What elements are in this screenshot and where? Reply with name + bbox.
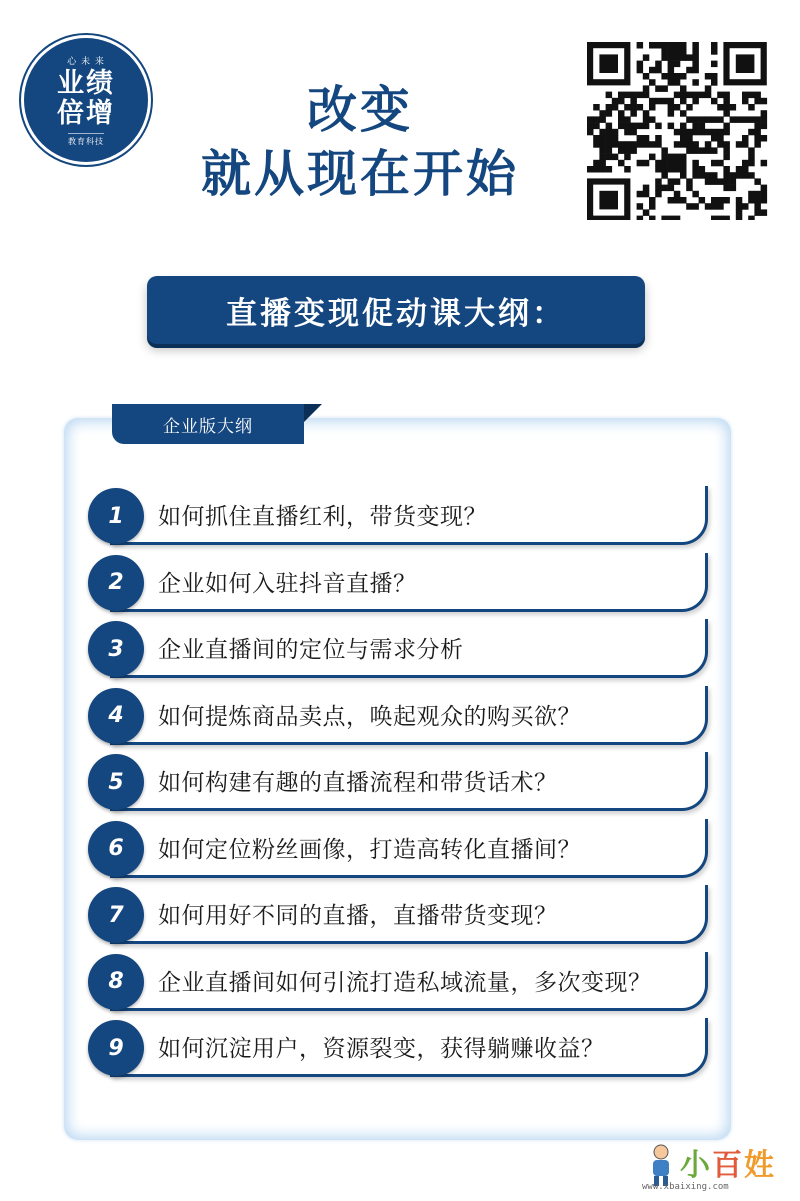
headline <box>150 78 570 206</box>
watermark-brand <box>680 1140 776 1184</box>
outline-item <box>88 819 708 877</box>
outline-item-number: 4 <box>88 688 144 744</box>
headline-line2: 就从现在开始 <box>201 145 519 203</box>
outline-item <box>88 1018 708 1076</box>
outline-item <box>88 752 708 810</box>
outline-list <box>88 486 708 1085</box>
outline-item <box>88 952 708 1010</box>
outline-item-text: 企业如何入驻抖音直播？ <box>158 570 417 597</box>
watermark-char: 百 <box>712 1148 744 1183</box>
outline-item <box>88 553 708 611</box>
outline-item-text: 企业直播间如何引流打造私域流量，多次变现？ <box>158 969 652 996</box>
site-watermark <box>638 1140 788 1196</box>
outline-item-text: 如何抓住直播红利，带货变现？ <box>158 504 487 530</box>
outline-item-number: 5 <box>88 754 144 810</box>
logo-top-text: 心 未 来 <box>67 56 105 67</box>
logo-main-line1: 业绩 <box>57 67 115 99</box>
logo-bottom-text: 教育科技 <box>68 133 104 147</box>
logo-main-line2: 倍增 <box>57 97 115 129</box>
outline-item-number: 2 <box>88 555 144 611</box>
outline-item-number: 6 <box>88 821 144 877</box>
enterprise-outline-tab: 企业版大纲 <box>112 404 304 444</box>
outline-item <box>88 885 708 943</box>
watermark-char: 姓 <box>744 1148 776 1183</box>
watermark-url: www.xbaixing.com <box>642 1182 729 1192</box>
outline-item-text: 如何提炼商品卖点，唤起观众的购买欲？ <box>158 703 581 730</box>
course-outline-banner: 直播变现促动课大纲： <box>147 276 645 344</box>
qr-code-icon[interactable] <box>585 42 768 220</box>
outline-item <box>88 686 708 744</box>
outline-item-number: 1 <box>88 488 144 544</box>
outline-item-number: 9 <box>88 1020 144 1076</box>
outline-item-text: 如何沉淀用户，资源裂变，获得躺赚收益？ <box>158 1036 605 1062</box>
headline-line1: 改变 <box>307 81 413 139</box>
outline-item-text: 如何定位粉丝画像，打造高转化直播间？ <box>158 836 581 863</box>
outline-item-number: 3 <box>88 621 144 677</box>
watermark-char: 小 <box>680 1148 712 1183</box>
outline-item <box>88 486 708 544</box>
outline-item-text: 企业直播间的定位与需求分析 <box>158 637 464 663</box>
outline-item-number: 8 <box>88 954 144 1010</box>
outline-item-number: 7 <box>88 887 144 943</box>
brand-logo <box>24 38 148 162</box>
outline-item <box>88 619 708 677</box>
outline-item-text: 如何用好不同的直播，直播带货变现？ <box>158 903 558 929</box>
outline-item-text: 如何构建有趣的直播流程和带货话术？ <box>158 770 558 796</box>
